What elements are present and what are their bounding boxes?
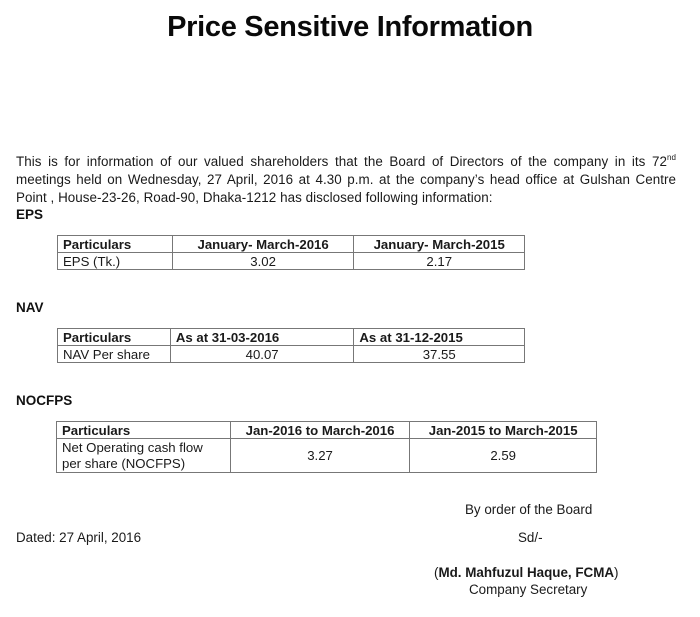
row-label-line: per share (NOCFPS) <box>62 455 186 471</box>
row-label-cell <box>57 439 231 473</box>
by-order-text: By order of the Board <box>465 502 593 517</box>
header-cell: Particulars <box>57 422 231 439</box>
value-cell: 2.17 <box>354 253 525 270</box>
table-row <box>58 346 525 363</box>
header-cell: Jan-2016 to March-2016 <box>230 422 410 439</box>
signatory-name-text: Md. Mahfuzul Haque, FCMA <box>438 565 615 580</box>
header-cell: Particulars <box>58 236 173 253</box>
value-cell: 37.55 <box>354 346 525 363</box>
nocfps-section-label: NOCFPS <box>16 393 73 408</box>
header-cell: As at 31-03-2016 <box>170 329 354 346</box>
signatory-name: (Md. Mahfuzul Haque, FCMA) <box>434 565 619 580</box>
signature-text: Sd/- <box>518 530 543 545</box>
signatory-title: Company Secretary <box>469 582 588 597</box>
eps-table <box>57 235 525 270</box>
nav-table <box>57 328 525 363</box>
header-cell: January- March-2015 <box>354 236 525 253</box>
row-label-line: Net Operating cash flow <box>62 439 203 455</box>
intro-text-1: This is for information of our valued shareholders that the Board of Directors of the company in its 72 <box>16 154 667 169</box>
dated-text: Dated: 27 April, 2016 <box>16 530 142 545</box>
table-header-row <box>58 329 525 346</box>
eps-section-label: EPS <box>16 207 44 222</box>
header-cell: Jan-2015 to March-2015 <box>410 422 597 439</box>
value-cell: 3.02 <box>172 253 354 270</box>
header-cell: January- March-2016 <box>172 236 354 253</box>
nocfps-table <box>56 421 597 473</box>
page-title: Price Sensitive Information <box>167 11 533 43</box>
value-cell: 2.59 <box>410 439 597 473</box>
header-cell: Particulars <box>58 329 171 346</box>
table-header-row <box>58 236 525 253</box>
row-label-cell: NAV Per share <box>58 346 171 363</box>
row-label-cell: EPS (Tk.) <box>58 253 173 270</box>
value-cell: 40.07 <box>170 346 354 363</box>
table-row <box>57 439 597 473</box>
header-cell: As at 31-12-2015 <box>354 329 525 346</box>
intro-text-2: meetings held on Wednesday, 27 April, 2016 at 4.30 p.m. at the company’s head office at Gulshan Centre Point , House-23-26, Road-90, Dhaka-1212 has disclosed following information: <box>16 172 676 205</box>
table-header-row <box>57 422 597 439</box>
table-row <box>58 253 525 270</box>
value-cell: 3.27 <box>230 439 410 473</box>
ordinal-superscript: nd <box>667 153 676 162</box>
nav-section-label: NAV <box>16 300 44 315</box>
intro-paragraph <box>16 153 676 207</box>
